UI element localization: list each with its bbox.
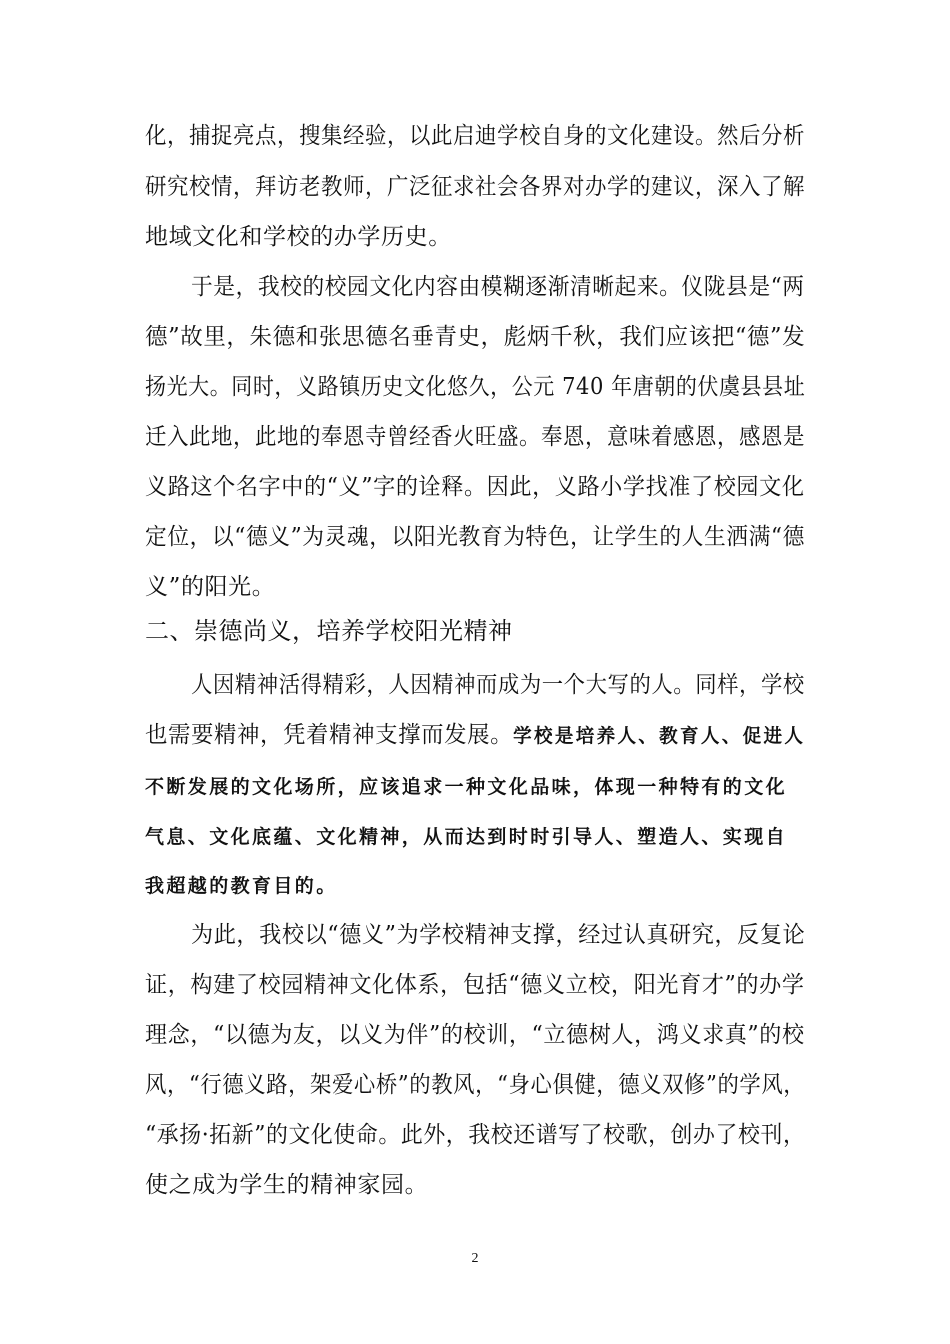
paragraph-line: 理念，“以德为友，以义为伴”的校训，“立德树人，鸿义求真”的校 [145,1022,805,1048]
paragraph-line: 地域文化和学校的办学历史。 [145,224,452,250]
paragraph-line: 义路这个名字中的“义”字的诠释。因此，义路小学找准了校园文化 [145,474,805,500]
section-heading: 二、崇德尚义，培养学校阳光精神 [145,617,513,645]
calligraphy-line: 气息、文化底蕴、文化精神，从而达到时时引导人、塑造人、实现自 [145,826,788,848]
calligraphy-line: 不断发展的文化场所，应该追求一种文化品味，体现一种特有的文化 [145,776,788,798]
paragraph-line: 化，捕捉亮点，搜集经验，以此启迪学校自身的文化建设。然后分析 [145,123,805,149]
paragraph-line: 迁入此地，此地的奉恩寺曾经香火旺盛。奉恩，意味着感恩，感恩是 [145,424,805,450]
paragraph-line: 义”的阳光。 [145,574,276,600]
paragraph-line: 为此，我校以“德义”为学校精神支撑，经过认真研究，反复论 [191,922,806,948]
paragraph-line: “承扬·拓新”的文化使命。此外，我校还谱写了校歌，创办了校刊， [145,1122,806,1148]
calligraphy-text: 学校是培养人、教育人、促进人 [513,725,806,747]
paragraph-line: 德”故里，朱德和张思德名垂青史，彪炳千秋，我们应该把“德”发 [145,324,806,350]
page-number: 2 [471,1251,479,1266]
paragraph-line: 人因精神活得精彩，人因精神而成为一个大写的人。同样，学校 [191,672,805,698]
paragraph-line: 扬光大。同时，义路镇历史文化悠久，公元 740 年唐朝的伏虞县县址 [145,374,806,400]
paragraph-line: 证，构建了校园精神文化体系，包括“德义立校，阳光育才”的办学 [145,972,805,998]
plain-text: 也需要精神，凭着精神支撑而发展。 [145,722,514,748]
calligraphy-line: 我超越的教育目的。 [145,875,338,897]
paragraph-line: 于是，我校的校园文化内容由模糊逐渐清晰起来。仪陇县是“两 [191,274,805,300]
paragraph-line: 风，“行德义路，架爱心桥”的教风，“身心俱健，德义双修”的学风， [145,1072,806,1098]
paragraph-line: 研究校情，拜访老教师，广泛征求社会各界对办学的建议，深入了解 [145,174,805,200]
paragraph-line [145,720,805,750]
paragraph-line: 使之成为学生的精神家园。 [145,1172,429,1198]
paragraph-line: 定位，以“德义”为灵魂，以阳光教育为特色，让学生的人生洒满“德 [145,524,805,550]
